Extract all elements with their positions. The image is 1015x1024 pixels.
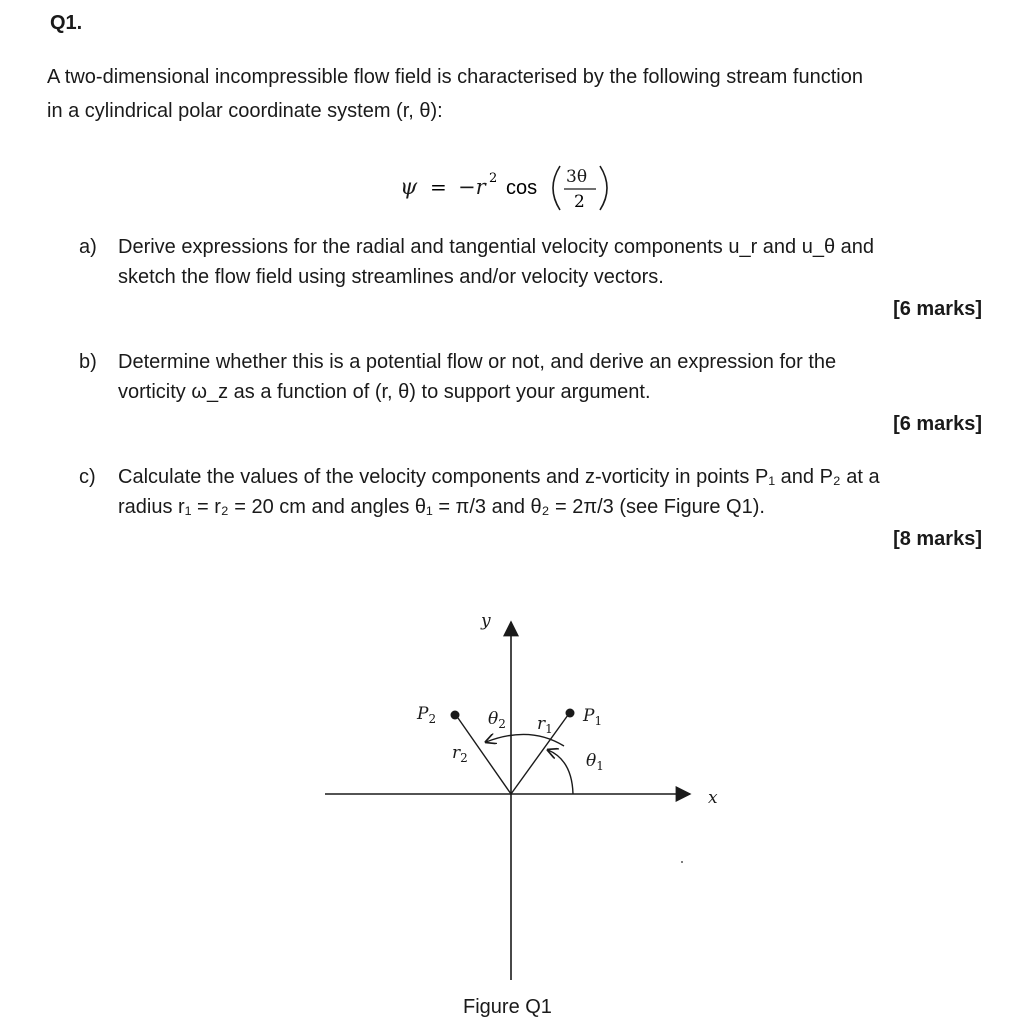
right-paren xyxy=(600,166,607,210)
figure-caption: Figure Q1 xyxy=(463,996,552,1018)
part-b-marks: [6 marks] xyxy=(893,413,982,435)
part-c-label: c) xyxy=(79,466,96,488)
question-number: Q1. xyxy=(50,12,83,34)
point-p1 xyxy=(566,709,575,718)
part-a-label: a) xyxy=(79,236,97,258)
left-paren xyxy=(553,166,560,210)
part-b-line1: Determine whether this is a potential flow or not, and derive an expression for the xyxy=(118,351,837,373)
intro-text-line2: in a cylindrical polar coordinate system (r, θ): xyxy=(47,100,443,122)
part-b-label: b) xyxy=(79,351,97,373)
intro-text-line1: A two-dimensional incompressible flow field is characterised by the following stream function xyxy=(47,66,863,88)
part-c-marks: [8 marks] xyxy=(893,528,982,550)
y-axis-label: y xyxy=(481,611,491,631)
theta1-arc xyxy=(548,750,573,794)
stream-function-equation xyxy=(400,160,640,212)
theta1-label: $\theta_1$ xyxy=(586,751,604,773)
part-b-line2: vorticity ω_z as a function of (r, θ) to support your argument. xyxy=(118,381,651,403)
r2-label: $r_2$ xyxy=(452,743,468,765)
part-a-line1: Derive expressions for the radial and tangential velocity components u_r and u_θ and xyxy=(118,236,875,258)
p2-label: $P_2$ xyxy=(417,704,437,726)
point-p2 xyxy=(451,711,460,720)
part-c-line2: radius r₁ = r₂ = 20 cm and angles θ₁ = π/3 and θ₂ = 2π/3 (see Figure Q1). xyxy=(118,496,765,518)
x-axis-label: x xyxy=(708,788,718,808)
exponent: 2 xyxy=(489,171,498,186)
r1-label: $r_1$ xyxy=(537,714,553,736)
part-a-marks: [6 marks] xyxy=(893,298,982,320)
fraction-numerator: 3θ xyxy=(566,167,588,187)
part-a-line2: sketch the flow field using streamlines and/or velocity vectors. xyxy=(118,266,664,288)
neg-r: −r xyxy=(458,175,486,199)
part-c-line1: Calculate the values of the velocity components and z-vorticity in points P₁ and P₂ at a xyxy=(118,466,880,488)
theta2-label: $\theta_2$ xyxy=(488,709,506,731)
fraction-denominator: 2 xyxy=(574,192,585,212)
psi-symbol: ψ xyxy=(400,175,418,200)
figure-q1-diagram xyxy=(300,600,750,980)
p1-label: $P_1$ xyxy=(583,706,603,728)
equals-sign: = xyxy=(430,175,447,199)
cos-text: cos xyxy=(506,177,538,199)
